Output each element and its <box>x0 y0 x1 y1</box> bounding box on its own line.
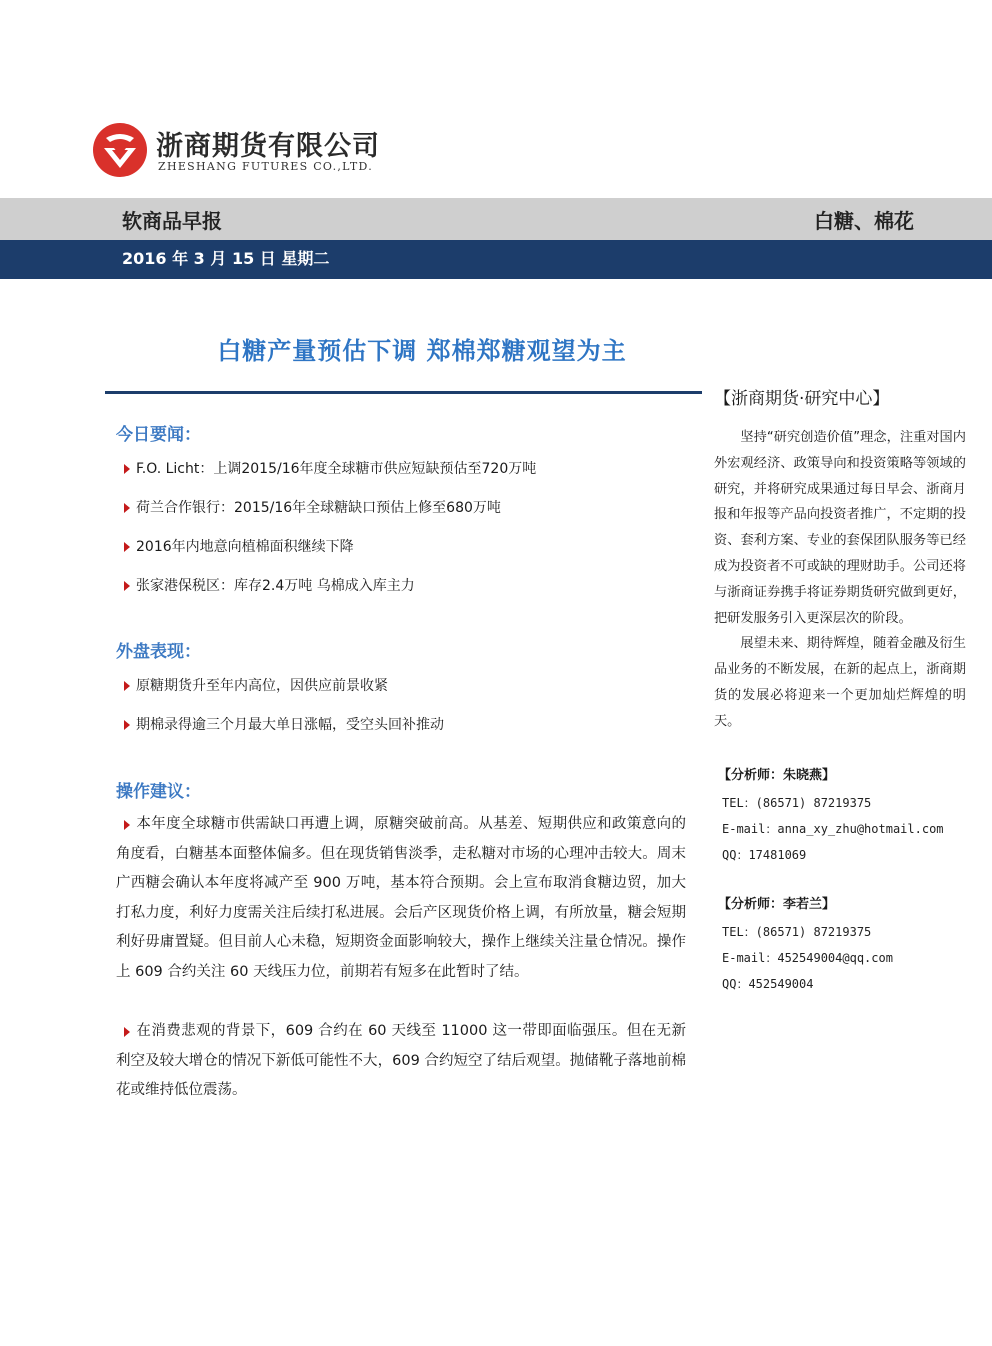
analyst-tel: TEL：(86571) 87219375 <box>722 795 872 810</box>
news-item <box>116 498 686 537</box>
bullet-triangle-icon <box>124 820 130 830</box>
bullet-triangle-icon <box>124 464 130 474</box>
bullet-triangle-icon <box>124 581 130 591</box>
advice-paragraph-text: 在消费悲观的背景下，609 合约在 60 天线至 11000 这一带即面临强压。但在无新利空及较大增仓的情况下新低可能性不大，609 合约短空了结后观望。抛储靴子落地前棉花或维持低位震荡。 <box>116 1023 686 1098</box>
company-logo <box>92 120 382 180</box>
news-item-text: 荷兰合作银行：2015/16年全球糖缺口预估上修至680万吨 <box>136 500 501 516</box>
news-item <box>116 576 686 615</box>
overseas-item <box>116 715 686 754</box>
intro-paragraph: 坚持“研究创造价值”理念，注重对国内外宏观经济、政策导向和投资策略等领域的研究，并将研究成果通过每日早会、浙商月报和年报等产品向投资者推广，不定期的投资、套利方案、专业的套保团队服务等已经成为投资者不可或缺的理财助手。公司还将与浙商证券携手将证券期货研究做到更好，把研发服务引入更深层次的阶段。 <box>714 430 966 626</box>
research-center-name: 【浙商期货·研究中心】 <box>714 389 890 409</box>
bullet-triangle-icon <box>124 542 130 552</box>
company-logo-icon <box>92 122 148 178</box>
report-type: 软商品早报 <box>122 209 222 233</box>
bullet-triangle-icon <box>124 1027 130 1037</box>
overseas-heading: 外盘表现： <box>116 642 201 662</box>
analyst-card <box>714 893 966 997</box>
overseas-item-text: 原糖期货升至年内高位，因供应前景收紧 <box>136 678 388 694</box>
overseas-item-text: 期棉录得逾三个月最大单日涨幅，受空头回补推动 <box>136 717 444 733</box>
analyst-heading: 【分析师：李若兰】 <box>718 896 836 912</box>
advice-paragraph-text: 本年度全球糖市供需缺口再遭上调，原糖突破前高。从基差、短期供应和政策意向的角度看，白糖基本面整体偏多。但在现货销售淡季，走私糖对市场的心理冲击较大。周末广西糖会确认本年度将减产至 900 万吨，基本符合预期。会上宣布取消食糖边贸，加大打私力度，利好力度需关注后续打私进展。会后产区现货价格上调，有所放量，糖会短期利好毋庸置疑。但目前人心未稳，短期资金面影响较大，操作上继续关注量仓情况。操作上 609 合约关注 60 天线压力位，前期若有短多在此暂时了结。 <box>116 816 686 980</box>
news-item-text: 2016年内地意向植棉面积继续下降 <box>136 539 354 555</box>
analyst-card <box>714 764 966 868</box>
commodities-label: 白糖、棉花 <box>814 209 914 233</box>
news-item-text: 张家港保税区：库存2.4万吨 乌棉成入库主力 <box>136 578 415 594</box>
news-item-text: F.O. Licht：上调2015/16年度全球糖市供应短缺预估至720万吨 <box>136 461 537 477</box>
analyst-qq: QQ：17481069 <box>722 847 807 862</box>
news-heading: 今日要闻： <box>116 425 201 445</box>
analyst-tel: TEL：(86571) 87219375 <box>722 924 872 939</box>
advice-heading: 操作建议： <box>116 782 201 802</box>
advice-paragraph <box>116 1017 686 1106</box>
report-title: 白糖产量预估下调 郑棉郑糖观望为主 <box>217 337 627 365</box>
bullet-triangle-icon <box>124 720 130 730</box>
news-item <box>116 459 686 498</box>
news-item <box>116 537 686 576</box>
analyst-heading: 【分析师：朱晓燕】 <box>718 767 836 783</box>
analyst-qq: QQ：452549004 <box>722 976 814 991</box>
bullet-triangle-icon <box>124 681 130 691</box>
title-divider <box>105 391 702 394</box>
advice-paragraph <box>116 810 686 987</box>
intro-paragraph: 展望未来、期待辉煌，随着金融及衍生品业务的不断发展，在新的起点上，浙商期货的发展必将迎来一个更加灿烂辉煌的明天。 <box>714 636 966 729</box>
analyst-email[interactable]: E-mail：452549004@qq.com <box>722 950 893 965</box>
analyst-email[interactable]: E-mail：anna_xy_zhu@hotmail.com <box>722 821 944 836</box>
overseas-list <box>116 676 686 754</box>
overseas-item <box>116 676 686 715</box>
company-name-en: ZHESHANG FUTURES CO.,LTD. <box>158 160 374 173</box>
sidebar <box>714 384 966 997</box>
report-date: 2016 年 3 月 15 日 星期二 <box>122 249 330 268</box>
company-name-cn: 浙商期货有限公司 <box>156 131 380 162</box>
news-list <box>116 459 686 615</box>
bullet-triangle-icon <box>124 503 130 513</box>
main-content <box>116 420 686 1106</box>
